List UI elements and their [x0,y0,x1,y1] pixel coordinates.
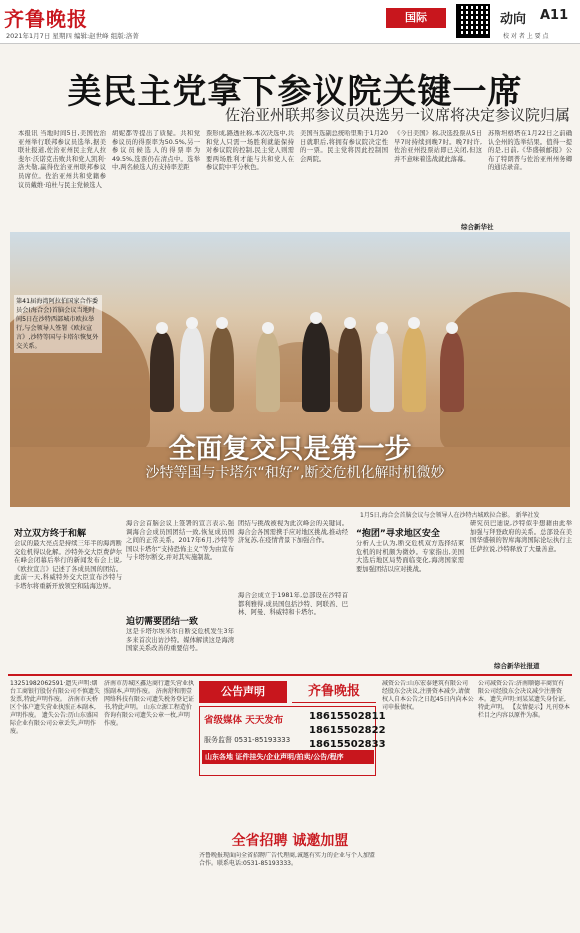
date-line: 2021年1月7日 星期四 编辑:赵世峰 组版:洛菁 [6,32,139,40]
photo-credit: 1月5日,海合会首脑会议与会领导人在沙特古城欧拉合影。 新华社发 [360,512,540,519]
section-title: 迫切需要团结一致 [126,617,199,627]
lead-column-5: 《今日美国》称,决选投票从5日早7时持续到晚7时。晚7时许,佐治亚州投票站即已关闭,但这并不意味着选战就此落幕。 [394,130,482,163]
leader-figure [302,322,330,412]
editors-line: 校 对 者 上 要 点 [503,33,549,40]
lead-column-2: 胡妮都等提出了质疑。共和党参议员的得票率为50.5%,另一参议员候选人的得票率为49.5%,选票仍在清点中。选举中,两名候选人的支持率差距 [112,130,200,172]
section-title: 对立双方终于和解 [14,529,87,539]
article-text: 分析人士认为,断交危机双方选择结束危机的时机颇为微妙。专家指出,美国大选后地区局势面临变化,海湾国家需要加强团结以应对挑战。 [356,540,464,573]
section-title: “抱团”寻求地区安全 [356,529,440,539]
photo-subheadline: 沙特等国与卡塔尔“和好”,断交危机化解时机微妙 [145,465,445,481]
body-byline: 综合新华社报道 [494,662,540,670]
leader-figure [256,332,280,412]
leader-figure [180,327,204,412]
notice-label: 公告声明 [199,681,287,703]
lead-column-4: 美国当选副总统哈里斯于1月20日就职后,将拥有参议院决定性的一票。民主党将因此控制国会两院。 [300,130,388,163]
lead-column-1: 本报讯 当地时间5日,美国佐治亚州举行联邦参议员选举,据美联社报道,佐治亚州民主党人拉斐尔·沃诺克击败共和党人凯利·洛夫勒,赢得佐治亚州联邦参议员席位。佐治亚州共和党籍参议员戴维·珀杜与民主党候选人 [18,130,106,189]
article-text: 研究员巴迪说,沙特似乎想藉由此举加强与拜登政府的关系。总部设在美国华盛顿的智库海湾国际论坛执行主任萨拉说,沙特释放了大量善意。 [470,520,572,553]
lead-subheadline: 佐治亚州联邦参议员决选另一议席将决定参议院归属 [224,106,570,124]
photo-headline: 全面复交只是第一步 [168,434,412,465]
section-tag: 国际 [386,8,446,28]
article-text: 这是卡塔尔埃米尔自断交危机发生3年多来首次出访沙特。媒体解读这是海湾国家关系改善的重要信号。 [126,628,234,653]
qr-code-icon [456,4,490,38]
ad-phone: 18615502833 [309,739,386,750]
ad-phones [309,710,386,752]
article-text: 会议的最大亮点是持续三年半的海湾断交危机得以化解。沙特外交大臣费萨尔在峰会闭幕后举行的新闻发布会上说,《欧拉宣言》记述了各成员国的团结。此前一天,科威特外交大臣宣布沙特与卡塔尔将重新开放领空和陆海边界。 [14,540,122,590]
lead-headline: 美民主党拿下参议院关键一席 [67,72,523,112]
article-text: 团结与挑战被视为此次峰会的关键词。海合会各国需携手应对地区挑战,推动经济复苏,在疫情背景下加强合作。 [238,520,348,545]
leader-figure [338,327,362,412]
classified-column: 减资公告:山东宏泰建筑有限公司经股东会决议,注册资本减少,请债权人自本公告之日起45日内向本公司申报债权。 [382,680,474,711]
recruit-text: 齐鲁晚报现面向全省招聘广告代理商,诚邀有实力的企业与个人加盟合作。联系电话:0531-85193333。 [199,852,375,867]
lead-column-6: 苏斯坦格塔在1月22日之前确认全州的选举结果。值得一提的是,日前,《华盛顿邮报》公布了特朗普与佐治亚州州务卿的通话录音。 [488,130,572,172]
article-text: 海合会首脑会议上签署的宣言表示,强调海合会成员国团结一致,恢复成员国之间的正常关系。2017年6月,沙特等国以卡塔尔“支持恐怖主义”等为由宣布与卡塔尔断交,并对其实施制裁。 [126,520,234,562]
recruit-title: 全省招聘 诚邀加盟 [231,833,349,849]
newspaper-logo: 齐鲁晚报 [4,7,88,31]
lead-column-3: 票形成,路透社称,本次决选中,共和党人只需一场胜利就能保持对参议院的控制,民主党人则需要两场胜利才能与共和党人在参议院中平分秋色。 [206,130,294,172]
leader-figure [440,332,464,412]
leader-figure [402,327,426,412]
masthead [0,0,580,44]
lead-byline: 综合新华社 [461,223,494,231]
leader-figure [210,327,234,412]
ad-service-line: 服务监督 0531-85193333 [204,736,291,744]
photo-side-caption: 第41届海湾阿拉伯国家合作委员会(海合会)首脑会议当地时间5日在沙特西部城市欧拉举行,与会领导人签署《欧拉宣言》,沙特等国与卡塔尔恢复外交关系。 [14,295,102,353]
notice-logo: 齐鲁晚报 [292,681,376,703]
page-name: 动向 [500,12,527,27]
classified-column: 济南市历城区鑫达商行遗失营业执照副本,声明作废。 济南舒和朋壹网络科技有限公司遗失税务登记证书,特此声明。 山东立源工程造价咨询有限公司遗失公章一枚,声明作废。 [104,680,194,727]
page-number: A11 [540,8,569,23]
ad-title: 省级媒体 天天发布 [204,715,284,726]
leader-figure [150,332,174,412]
ad-footer-banner: 山东各地 证件挂失/企业声明/拍卖/公告/程序 [202,750,374,764]
ad-phone: 18615502822 [309,725,386,736]
ad-phone: 18615502811 [309,711,386,722]
leader-figure [370,332,394,412]
classified-column: 13251982062591·遗失声明:烟台工商银行股份有限公司不慎遗失发票,特此声明作废。 济南市天桥区个体户遗失营业执照正本副本,声明作废。 遗失公告:历山东盛国际企业有限公司公章丢失,声明作废。 [10,680,100,735]
article-text: 海合会成立于1981年,总部设在沙特首都利雅得,成员国包括沙特、阿联酋、巴林、阿曼、科威特和卡塔尔。 [238,592,348,617]
classified-column: 公司减资公告:济南顺德丰商贸有限公司经股东会决议减少注册资本。遗失声明:刘某某遗失身份证,特此声明。 【友情提示】凡刊登本栏目之内容以原件为准。 [478,680,570,719]
